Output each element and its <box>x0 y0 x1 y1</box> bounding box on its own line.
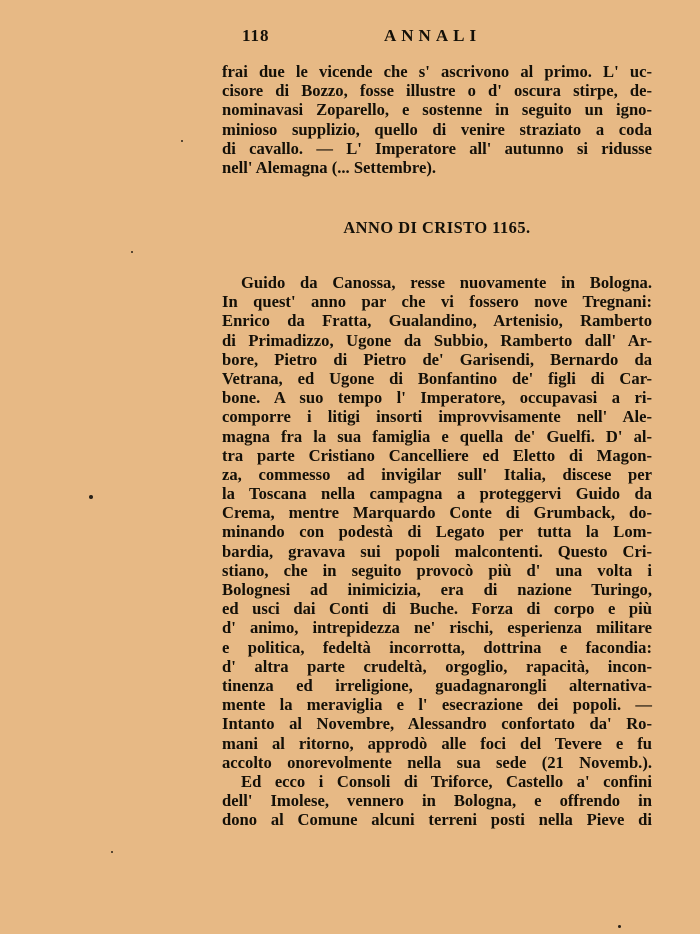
text-line: nell' Alemagna (... Settembre). <box>222 157 436 177</box>
text-line: mente la meraviglia e l' esecrazione dei popoli. — <box>222 695 652 715</box>
text-line: minioso supplizio, quello di venire straziato a coda <box>222 119 652 139</box>
text-line: accolto onorevolmente nella sua sede (21 Novemb.). <box>222 752 652 772</box>
paper-speck <box>89 495 93 499</box>
text-line: Bolognesi ad inimicizia, era di nazione Turingo, <box>222 580 652 599</box>
section-heading: ANNO DI CRISTO 1165. <box>343 218 531 237</box>
text-line: minando con podestà di Legato per tutta la Lom- <box>222 522 652 542</box>
text-line: tra parte Cristiano Cancelliere ed Eletto di Magon- <box>222 445 652 465</box>
running-title: ANNALI <box>384 26 482 45</box>
text-line: bore, Pietro di Pietro de' Garisendi, Bernardo da <box>222 349 652 369</box>
paper-speck <box>131 251 133 253</box>
text-line: bone. A suo tempo l' Imperatore, occupavasi a ri- <box>222 388 652 408</box>
text-line: za, commesso ad invigilar sull' Italia, discese per <box>222 464 652 484</box>
text-line: Crema, mentre Marquardo Conte di Grumback, do- <box>222 503 652 523</box>
text-line: cisore di Bozzo, fosse illustre o d' oscura stirpe, de- <box>222 81 652 101</box>
continuation-paragraph <box>222 62 652 177</box>
text-line: d' animo, intrepidezza ne' rischi, esperienza militare <box>222 618 652 638</box>
text-line: nominavasi Zoparello, e sostenne in seguito un igno- <box>222 100 652 120</box>
paper-speck <box>111 851 113 853</box>
page-number: 118 <box>242 26 270 45</box>
text-line: Intanto al Novembre, Alessandro confortato da' Ro- <box>222 714 652 734</box>
text-line: comporre i litigi insorti improvvisamente nell' Ale- <box>222 407 652 427</box>
paper-speck <box>618 925 621 928</box>
text-line: Enrico da Fratta, Gualandino, Artenisio, Ramberto <box>222 311 652 331</box>
text-line: ed usci dai Conti di Buche. Forza di corpo e più <box>222 599 652 619</box>
text-line: e politica, fedeltà incorrotta, dottrina e facondia: <box>222 637 652 657</box>
text-line: d' altra parte crudeltà, orgoglio, rapacità, incon- <box>222 656 652 676</box>
text-line: dell' Imolese, vennero in Bologna, e offrendo in <box>222 791 652 811</box>
text-line: di Primadizzo, Ugone da Subbio, Ramberto dall' Ar- <box>222 330 652 350</box>
text-line: Guido da Canossa, resse nuovamente in Bologna. <box>241 273 652 292</box>
text-line: In quest' anno par che vi fossero nove Tregnani: <box>222 292 652 312</box>
text-line: magna fra la sua famiglia e quella de' Guelfi. D' al- <box>222 426 652 446</box>
text-line: frai due le vicende che s' ascrivono al primo. L' uc- <box>222 62 652 81</box>
running-head <box>222 26 652 50</box>
text-line: di cavallo. — L' Imperatore all' autunno si ridusse <box>222 138 652 158</box>
section-body <box>222 273 652 829</box>
text-line: dono al Comune alcuni terreni posti nella Pieve di <box>222 810 652 830</box>
text-line: Vetrana, ed Ugone di Bonfantino de' figli di Car- <box>222 368 652 388</box>
text-line: mani al ritorno, approdò alle foci del Tevere e fu <box>222 733 652 753</box>
paper-speck <box>181 140 183 142</box>
text-line: stiano, che in seguito provocò più d' una volta i <box>222 560 652 580</box>
text-line: bardia, gravava sui popoli malcontenti. Questo Cri- <box>222 541 652 561</box>
text-line: la Toscana nella campagna a proteggervi Guido da <box>222 484 652 504</box>
text-line: tinenza ed irreligione, guadagnarongli alternativa- <box>222 675 652 695</box>
text-line: Ed ecco i Consoli di Triforce, Castello a' confini <box>241 771 652 791</box>
